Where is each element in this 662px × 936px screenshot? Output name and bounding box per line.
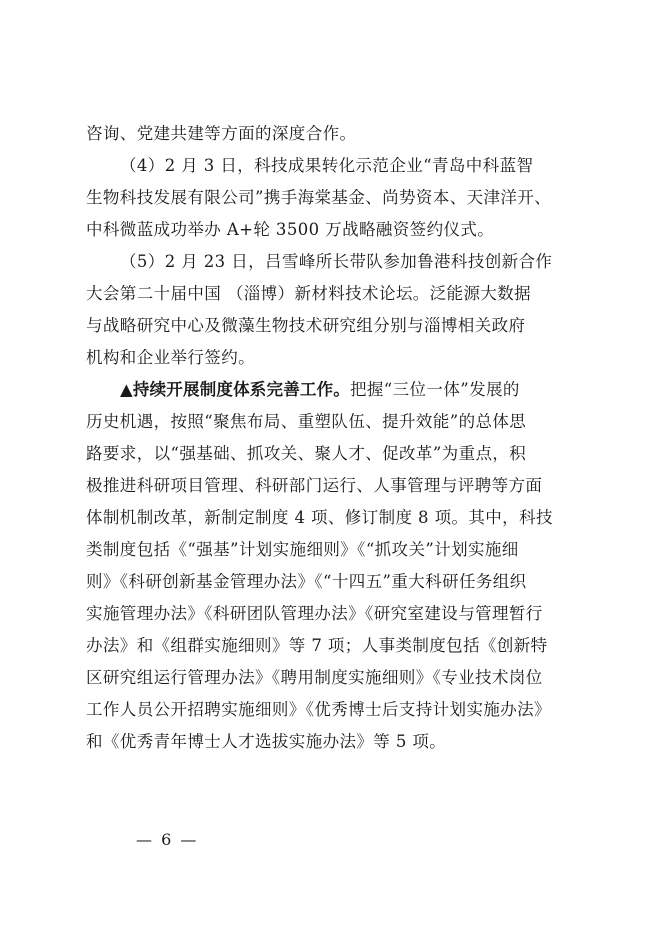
- paragraph-line: 大会第二十届中国 （淄博）新材料技术论坛。泛能源大数据: [86, 284, 532, 303]
- paragraph-line: [86, 374, 578, 406]
- paragraph-line: 工作人员公开招聘实施细则》《优秀博士后支持计划实施办法》: [86, 700, 551, 719]
- paragraph-line: 和《优秀青年博士人才选拔实施办法》等 5 项。: [86, 732, 447, 751]
- paragraph-line: 则》《科研创新基金管理办法》《“十四五”重大科研任务组织: [86, 572, 527, 591]
- paragraph-line: 实施管理办法》《科研团队管理办法》《研究室建设与管理暂行: [86, 604, 543, 623]
- paragraph-line: （4）2 月 3 日，科技成果转化示范企业“青岛中科蓝智: [120, 156, 534, 175]
- paragraph-line: 生物科技发展有限公司”携手海棠基金、尚势资本、天津洋开、: [86, 188, 552, 207]
- document-body: [86, 118, 578, 758]
- paragraph-line: 办法》和《组群实施细则》等 7 项；人事类制度包括《创新特: [86, 636, 548, 655]
- paragraph-line: 中科微蓝成功举办 A+轮 3500 万战略融资签约仪式。: [86, 220, 495, 239]
- paragraph-line: 与战略研究中心及微藻生物技术研究组分别与淄博相关政府: [86, 316, 526, 335]
- paragraph-line: 路要求，以“强基础、抓攻关、聚人才、促改革”为重点，积: [86, 444, 527, 463]
- paragraph-line: 区研究组运行管理办法》《聘用制度实施细则》《专业技术岗位: [86, 668, 543, 687]
- paragraph-text: 把握“三位一体”发展的: [350, 380, 520, 399]
- paragraph-line: （5）2 月 23 日，吕雪峰所长带队参加鲁港科技创新合作: [120, 252, 553, 271]
- paragraph-line: 体制机制改革，新制定制度 4 项、修订制度 8 项。其中，科技: [86, 508, 553, 527]
- paragraph-line: 机构和企业举行签约。: [86, 348, 255, 367]
- paragraph-line: 咨询、党建共建等方面的深度合作。: [86, 124, 357, 143]
- section-heading: ▲持续开展制度体系完善工作。: [120, 380, 350, 399]
- paragraph-line: 极推进科研项目管理、科研部门运行、人事管理与评聘等方面: [86, 476, 543, 495]
- paragraph-line: 历史机遇，按照“聚焦布局、重塑队伍、提升效能”的总体思: [86, 412, 527, 431]
- page-number: — 6 —: [136, 830, 199, 849]
- paragraph-line: 类制度包括《“强基”计划实施细则》《“抓攻关”计划实施细: [86, 540, 519, 559]
